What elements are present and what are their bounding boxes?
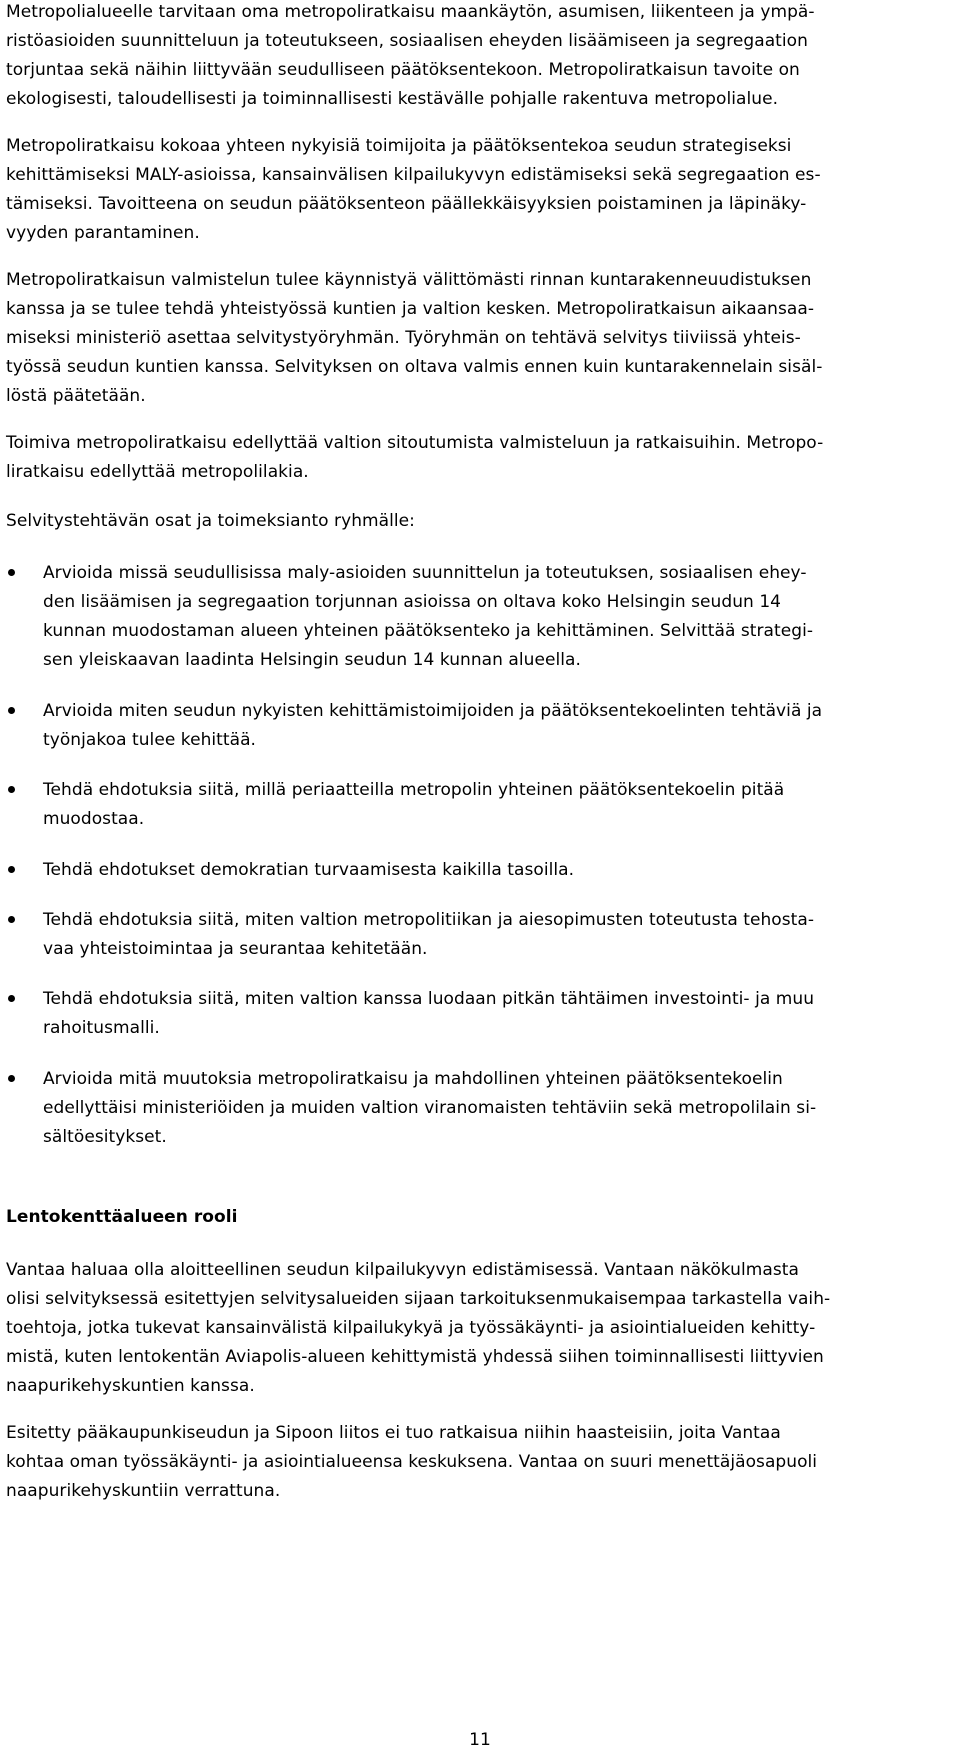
text-line: Toimiva metropoliratkaisu edellyttää valtion sitoutumista valmisteluun ja ratkaisuihin. Metropo-: [6, 433, 824, 453]
text-line: Tehdä ehdotukset demokratian turvaamisesta kaikilla tasoilla.: [43, 860, 575, 880]
text-line: olisi selvityksessä esitettyjen selvitysalueiden sijaan tarkoituksenmukaisempaa tarkastella vaih-: [6, 1289, 831, 1309]
text-line: ristöasioiden suunnitteluun ja toteutukseen, sosiaalisen eheyden lisäämiseen ja segregaation: [6, 31, 808, 51]
text-line: Metropoliratkaisu kokoaa yhteen nykyisiä toimijoita ja päätöksentekoa seudun strategiseksi: [6, 136, 792, 156]
text-line: Metropoliratkaisun valmistelun tulee käynnistyä välittömästi rinnan kuntarakenneuudistuksen: [6, 270, 812, 290]
text-line: miseksi ministeriö asettaa selvitystyöryhmän. Työryhmän on tehtävä selvitys tiiviissä yhteis-: [6, 328, 801, 348]
page-number: 11: [469, 1730, 491, 1750]
text-line: kunnan muodostaman alueen yhteinen päätöksenteko ja kehittäminen. Selvittää strategi-: [43, 621, 814, 641]
text-line: kanssa ja se tulee tehdä yhteistyössä kuntien ja valtion kesken. Metropoliratkaisun aikaansaa-: [6, 299, 815, 319]
text-line: Arvioida mitä muutoksia metropoliratkaisu ja mahdollinen yhteinen päätöksentekoelin: [43, 1069, 783, 1089]
paragraph-valmistelu: [6, 266, 954, 411]
bullet-icon: [8, 569, 15, 576]
bullet-icon: [8, 707, 15, 714]
text-line: Tehdä ehdotuksia siitä, miten valtion metropolitiikan ja aiesopimusten toteutusta tehosta-: [43, 910, 815, 930]
text-line: Esitetty pääkaupunkiseudun ja Sipoon liitos ei tuo ratkaisua niihin haasteisiin, joita Vantaa: [6, 1423, 781, 1443]
text-line: Arvioida missä seudullisissa maly-asioiden suunnittelun ja toteutuksen, sosiaalisen ehey-: [43, 563, 807, 583]
text-line: työssä seudun kuntien kanssa. Selvityksen on oltava valmis ennen kuin kuntarakennelain sisäl-: [6, 357, 823, 377]
text-line: edellyttäisi ministeriöiden ja muiden valtion viranomaisten tehtäviin sekä metropolilain si-: [43, 1098, 817, 1118]
paragraph-intro: [6, 0, 954, 114]
text-line: vaa yhteistoimintaa ja seurantaa kehitetään.: [43, 939, 428, 959]
text-line: muodostaa.: [43, 809, 145, 829]
paragraph-sipoo: [6, 1419, 954, 1506]
text-line: Metropolialueelle tarvitaan oma metropoliratkaisu maankäytön, asumisen, liikenteen ja ympä-: [6, 2, 815, 22]
paragraph-toimiva: [6, 429, 954, 487]
text-line: naapurikehyskuntien kanssa.: [6, 1376, 255, 1396]
text-line: kohtaa oman työssäkäynti- ja asiointialueensa keskuksena. Vantaa on suuri menettäjäosapuoli: [6, 1452, 818, 1472]
bullet-icon: [8, 786, 15, 793]
text-line: Tehdä ehdotuksia siitä, miten valtion kanssa luodaan pitkän tähtäimen investointi- ja muu: [43, 989, 815, 1009]
text-line: työnjakoa tulee kehittää.: [43, 730, 257, 750]
text-line: rahoitusmalli.: [43, 1018, 160, 1038]
paragraph-metropoliratkaisu: [6, 132, 954, 248]
section-heading: [6, 1203, 954, 1232]
text-line: sen yleiskaavan laadinta Helsingin seudun 14 kunnan alueella.: [43, 650, 581, 670]
bullet-icon: [8, 866, 15, 873]
text-line: löstä päätetään.: [6, 386, 146, 406]
text-line: vyyden parantaminen.: [6, 223, 200, 243]
text-line: naapurikehyskuntiin verrattuna.: [6, 1481, 281, 1501]
text-line: kehittämiseksi MALY-asioissa, kansainvälisen kilpailukyvyn edistämiseksi sekä segregaation es-: [6, 165, 821, 185]
text-line: mistä, kuten lentokentän Aviapolis-alueen kehittymistä yhdessä siihen toiminnallisesti liittyvien: [6, 1347, 824, 1367]
paragraph-vantaa: [6, 1256, 954, 1401]
text-line: ekologisesti, taloudellisesti ja toiminnallisesti kestävälle pohjalle rakentuva metropolialue.: [6, 89, 779, 109]
text-line: torjuntaa sekä näihin liittyvään seudulliseen päätöksentekoon. Metropoliratkaisun tavoite on: [6, 60, 800, 80]
text-line: Arvioida miten seudun nykyisten kehittämistoimijoiden ja päätöksentekoelinten tehtäviä ja: [43, 701, 823, 721]
section-heading-text: Lentokenttäalueen rooli: [6, 1207, 238, 1227]
text-line: toehtoja, jotka tukevat kansainvälistä kilpailukykyä ja työssäkäynti- ja asiointialueiden kehitty-: [6, 1318, 816, 1338]
bullet-icon: [8, 916, 15, 923]
text-line: sältöesitykset.: [43, 1127, 167, 1147]
bullet-icon: [8, 1075, 15, 1082]
text-line: tämiseksi. Tavoitteena on seudun päätöksenteon päällekkäisyyksien poistaminen ja läpinäky-: [6, 194, 807, 214]
text-line: Vantaa haluaa olla aloitteellinen seudun kilpailukyvyn edistämisessä. Vantaan näkökulmasta: [6, 1260, 799, 1280]
text-line: den lisäämisen ja segregaation torjunnan asioissa on oltava koko Helsingin seudun 14: [43, 592, 782, 612]
text-line: liratkaisu edellyttää metropolilakia.: [6, 462, 309, 482]
paragraph-selvitystehtava: [6, 507, 954, 536]
text-line: Selvitystehtävän osat ja toimeksianto ryhmälle:: [6, 511, 415, 531]
text-line: Tehdä ehdotuksia siitä, millä periaatteilla metropolin yhteinen päätöksentekoelin pitää: [43, 780, 785, 800]
bullet-icon: [8, 995, 15, 1002]
